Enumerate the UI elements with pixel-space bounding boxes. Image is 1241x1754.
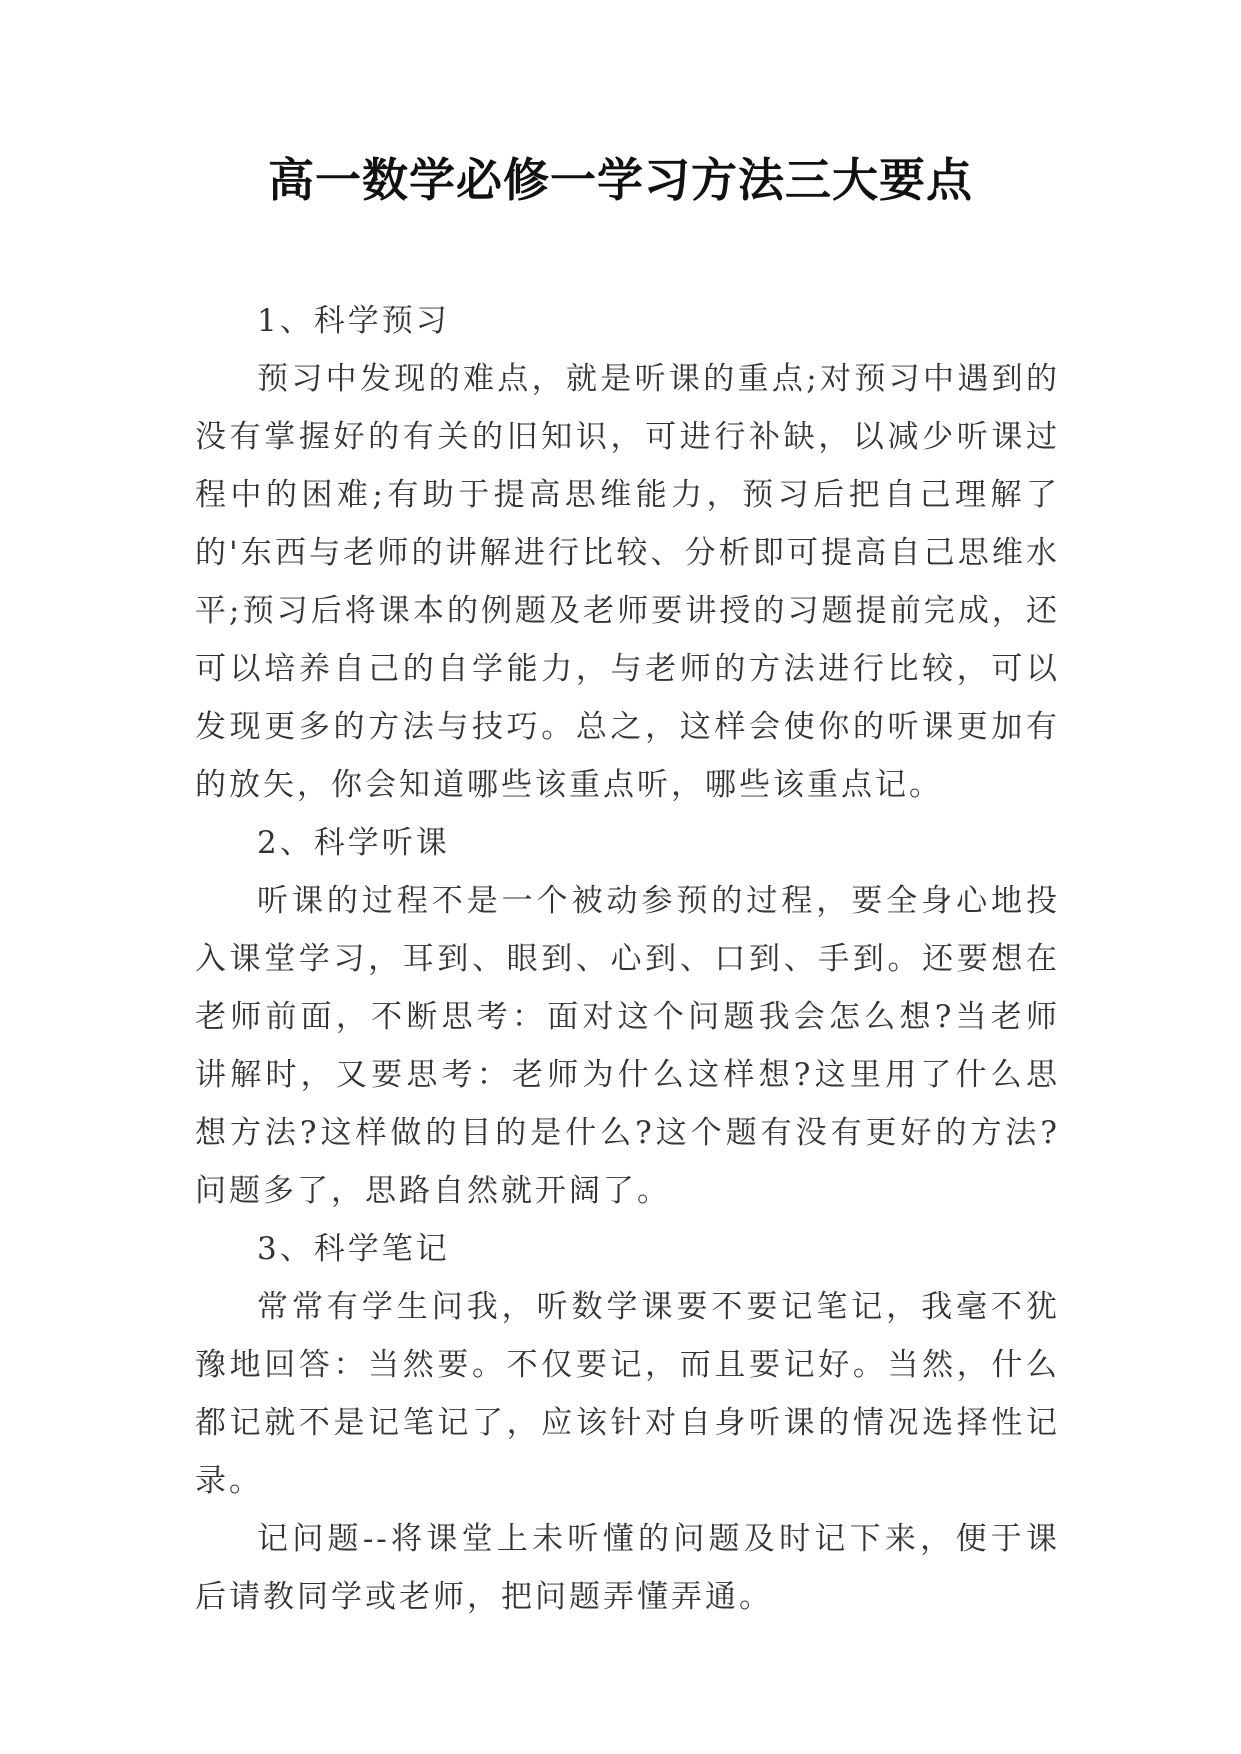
paragraph-record-questions: 记问题--将课堂上未听懂的问题及时记下来，便于课后请教同学或老师，把问题弄懂弄通。	[195, 1521, 1060, 1615]
section-heading-preview: 1、科学预习	[257, 303, 450, 339]
document-title: 高一数学必修一学习方法三大要点	[268, 153, 973, 207]
section-heading-listening: 2、科学听课	[257, 825, 450, 861]
document-body	[195, 292, 1060, 1626]
paragraph-listening: 听课的过程不是一个被动参预的过程，要全身心地投入课堂学习，耳到、眼到、心到、口到、手到。还要想在老师前面，不断思考：面对这个问题我会怎么想?当老师讲解时，又要思考：老师为什么这样想?这里用了什么思想方法?这样做的目的是什么?这个题有没有更好的方法?问题多了，思路自然就开阔了。	[195, 883, 1060, 1209]
section-heading-notes: 3、科学笔记	[257, 1231, 450, 1267]
paragraph-preview: 预习中发现的难点，就是听课的重点;对预习中遇到的没有掌握好的有关的旧知识，可进行补缺，以减少听课过程中的困难;有助于提高思维能力，预习后把自己理解了的'东西与老师的讲解进行比较、分析即可提高自己思维水平;预习后将课本的例题及老师要讲授的习题提前完成，还可以培养自己的自学能力，与老师的方法进行比较，可以发现更多的方法与技巧。总之，这样会使你的听课更加有的放矢，你会知道哪些该重点听，哪些该重点记。	[195, 361, 1060, 803]
paragraph-notes: 常常有学生问我，听数学课要不要记笔记，我毫不犹豫地回答：当然要。不仅要记，而且要记好。当然，什么都记就不是记笔记了，应该针对自身听课的情况选择性记录。	[195, 1289, 1060, 1499]
